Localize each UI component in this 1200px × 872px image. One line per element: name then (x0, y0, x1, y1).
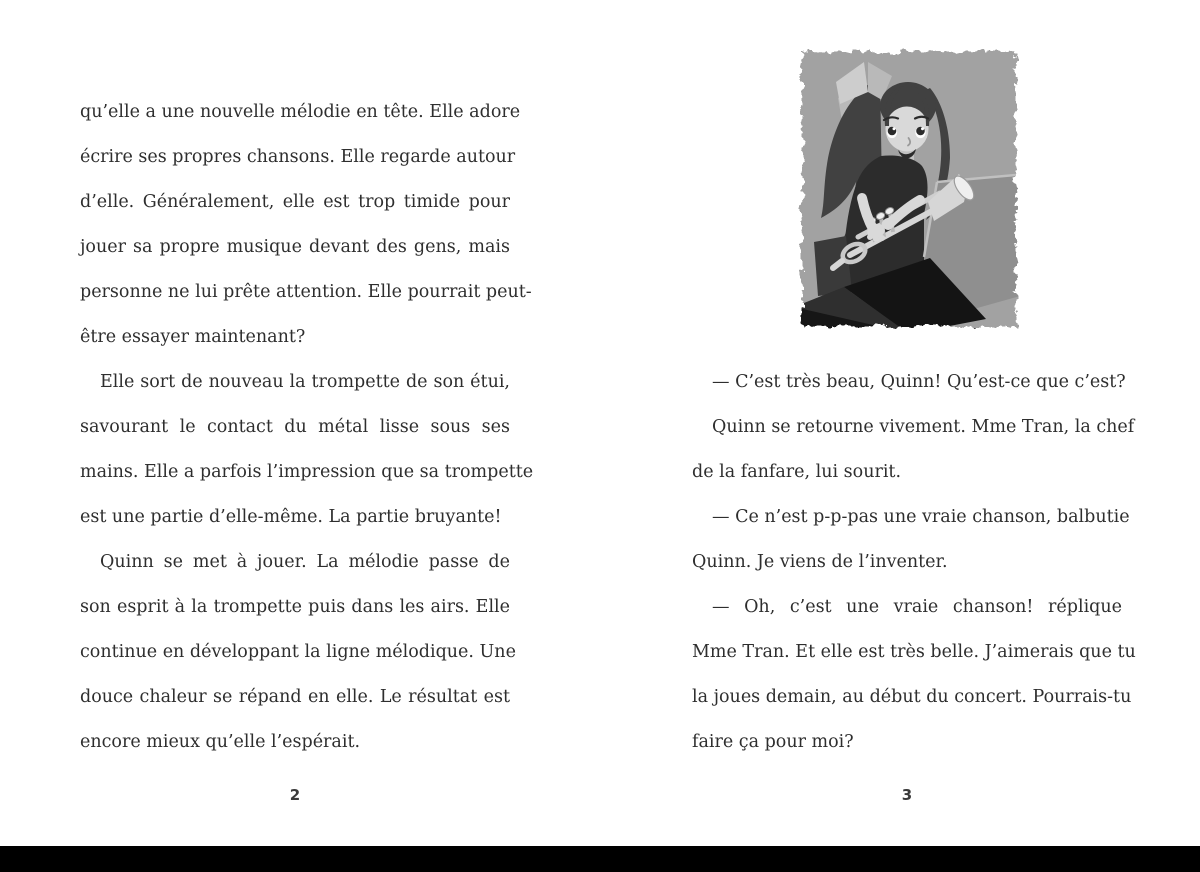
paragraph (80, 360, 534, 540)
text-line: personne ne lui prête attention. Elle pourrait peut- (80, 282, 532, 302)
text-line: — Oh, c’est une vraie chanson! réplique (712, 597, 1122, 617)
paragraph (80, 540, 516, 765)
text-line: Quinn se met à jouer. La mélodie passe de (100, 552, 510, 572)
text-line: la joues demain, au début du concert. Pourrais-tu (692, 687, 1132, 707)
trumpet-girl-illustration (780, 30, 1038, 348)
left-page-text (80, 90, 534, 765)
text-line: mains. Elle a parfois l’impression que sa trompette (80, 462, 534, 482)
text-line: est une partie d’elle-même. La partie bruyante! (80, 507, 502, 527)
paragraph (80, 90, 532, 360)
paragraph (692, 360, 1126, 405)
paragraph (692, 585, 1136, 765)
text-line: jouer sa propre musique devant des gens, mais (80, 237, 510, 257)
text-line: — C’est très beau, Quinn! Qu’est-ce que c’est? (712, 372, 1126, 392)
page-number-left: 2 (289, 786, 301, 804)
text-line: douce chaleur se répand en elle. Le résultat est (80, 687, 510, 707)
text-line: de la fanfare, lui sourit. (692, 462, 902, 482)
letterbox-bar (0, 846, 1200, 872)
text-line: savourant le contact du métal lisse sous ses (80, 417, 510, 437)
page-number-right: 3 (901, 786, 913, 804)
paragraph (692, 495, 1130, 585)
text-line: encore mieux qu’elle l’espérait. (80, 732, 361, 752)
text-line: être essayer maintenant? (80, 327, 306, 347)
paragraph (692, 405, 1135, 495)
text-line: continue en développant la ligne mélodique. Une (80, 642, 516, 662)
text-line: Mme Tran. Et elle est très belle. J’aimerais que tu (692, 642, 1136, 662)
text-line: d’elle. Généralement, elle est trop timide pour (80, 192, 510, 212)
text-line: Elle sort de nouveau la trompette de son étui, (100, 372, 510, 392)
text-line: qu’elle a une nouvelle mélodie en tête. Elle adore (80, 102, 521, 122)
text-line: — Ce n’est p-p-pas une vraie chanson, balbutie (712, 507, 1130, 527)
illustration-box (780, 30, 1038, 348)
text-line: faire ça pour moi? (692, 732, 854, 752)
text-line: Quinn se retourne vivement. Mme Tran, la chef (712, 417, 1135, 437)
text-line: son esprit à la trompette puis dans les airs. Elle (80, 597, 510, 617)
right-page-text (692, 360, 1136, 765)
text-line: écrire ses propres chansons. Elle regarde autour (80, 147, 516, 167)
text-line: Quinn. Je viens de l’inventer. (692, 552, 948, 572)
